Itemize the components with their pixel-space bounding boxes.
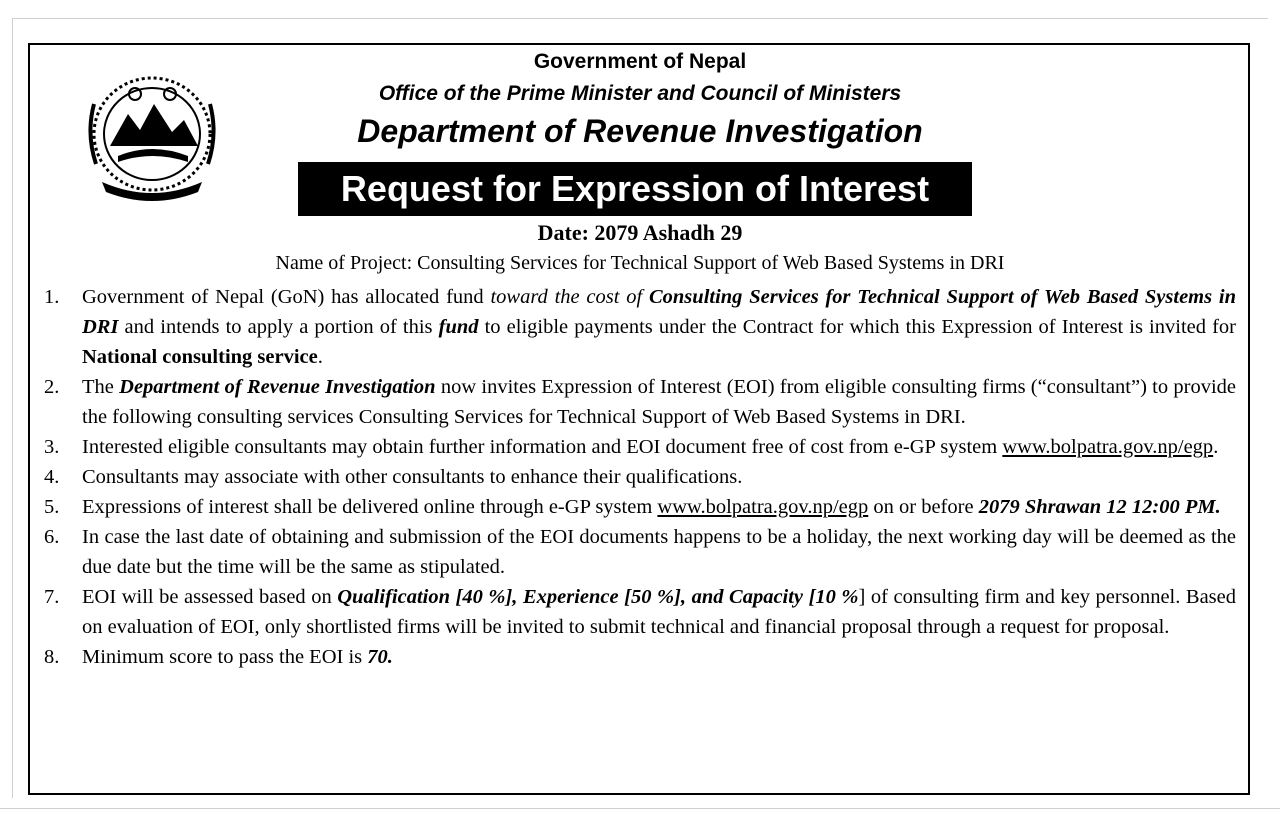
clause-text: to eligible payments under the Contract for which this Expression of Interest is invited for (478, 316, 1236, 338)
egp-link[interactable]: www.bolpatra.gov.np/egp (657, 496, 869, 518)
clause-number: 4. (44, 466, 60, 488)
clause-text: 2079 Shrawan 12 12:00 PM. (978, 496, 1221, 518)
clause-text: Consultants may associate with other consultants to enhance their qualifications. (82, 466, 743, 488)
clause-text: . (317, 346, 323, 368)
clause-text: Qualification [40 %], Experience [50 %], and Capacity [10 % (337, 586, 859, 608)
clause-text: . (1213, 436, 1219, 458)
clause-text: fund (438, 316, 479, 338)
clause-text: Expressions of interest shall be delivered online through e-GP system (82, 496, 658, 518)
clause-number: 7. (44, 586, 60, 608)
clause-text: EOI will be assessed based on (82, 586, 338, 608)
clause-number: 6. (44, 526, 60, 548)
clause-number: 1. (44, 286, 60, 308)
clause-text: Interested eligible consultants may obtain further information and EOI document free of cost from e-GP system (82, 436, 1003, 458)
clause-text: and intends to apply a portion of this (118, 316, 439, 338)
office-heading: Office of the Prime Minister and Council of Ministers (378, 82, 902, 105)
notice-title-banner: Request for Expression of Interest (298, 162, 972, 216)
clause-item (44, 522, 1236, 582)
project-name: Name of Project: Consulting Services for Technical Support of Web Based Systems in DRI (275, 252, 1005, 274)
clause-item (44, 432, 1236, 462)
clause-text: The (82, 376, 120, 398)
department-heading: Department of Revenue Investigation (357, 113, 923, 149)
clause-item (44, 282, 1236, 372)
clause-list (44, 282, 1236, 672)
clause-text: ] of consulting firm and key personnel. Based on evaluation of EOI, only shortlisted firms will be invited to submit technical and financial proposal through a request for proposal. (82, 586, 1236, 638)
clause-text: toward the cost of (490, 286, 643, 308)
clause-item (44, 492, 1236, 522)
clause-text: Government of Nepal (GoN) has allocated fund (82, 286, 491, 308)
page-edge-top (12, 18, 1268, 19)
clause-text (642, 286, 649, 308)
clause-text: on or before (868, 496, 979, 518)
clause-text: Minimum score to pass the EOI is (82, 646, 368, 668)
clause-text: 70. (367, 646, 393, 668)
clause-number: 2. (44, 376, 60, 398)
clause-text: In case the last date of obtaining and submission of the EOI documents happens to be a holiday, the next working day will be deemed as the due date but the time will be the same as stipulated. (82, 526, 1236, 578)
nepal-emblem-icon (80, 64, 225, 204)
government-heading: Government of Nepal (533, 50, 747, 73)
clause-text: Consulting Services for Technical Support of Web Based Systems in DRI (82, 286, 1236, 338)
page-edge-left (12, 18, 13, 798)
clause-number: 5. (44, 496, 60, 518)
clause-item (44, 582, 1236, 642)
clause-item (44, 642, 1236, 672)
clause-text: National consulting service (82, 346, 318, 368)
page-edge-bottom (0, 808, 1280, 809)
clause-item (44, 462, 1236, 492)
clause-text: now invites Expression of Interest (EOI) from eligible consulting firms (“consultant”) to provide the following consulting services Consulting Services for Technical Support of Web Based Systems in DRI. (82, 376, 1236, 428)
notice-date: Date: 2079 Ashadh 29 (537, 220, 743, 245)
egp-link[interactable]: www.bolpatra.gov.np/egp (1002, 436, 1214, 458)
clause-text: Department of Revenue Investigation (119, 376, 436, 398)
clause-number: 3. (44, 436, 60, 458)
clause-number: 8. (44, 646, 60, 668)
clause-item (44, 372, 1236, 432)
